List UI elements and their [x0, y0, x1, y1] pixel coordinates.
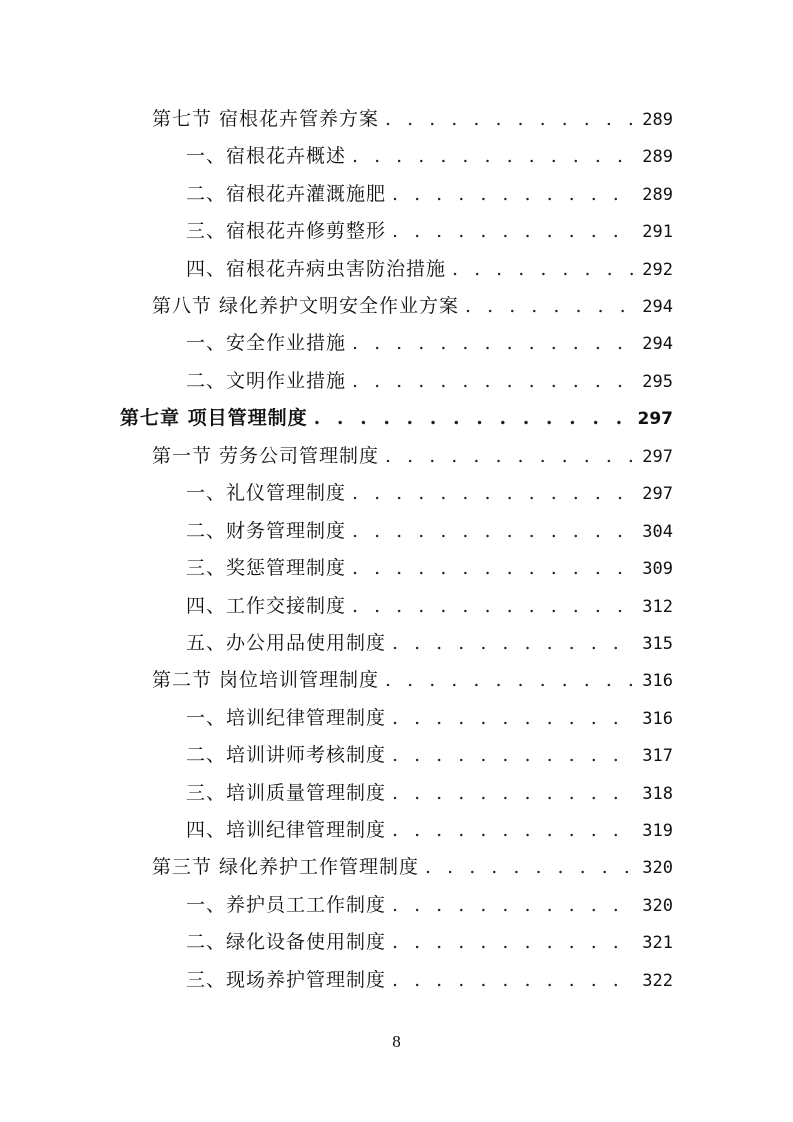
- toc-entry-title: 二、财务管理制度: [186, 520, 347, 542]
- toc-entry-page: 289: [642, 147, 673, 167]
- toc-entry[interactable]: [152, 665, 673, 695]
- toc-entry-title: 四、工作交接制度: [186, 595, 347, 617]
- toc-entry-page: 289: [642, 110, 673, 130]
- toc-entry-page: 289: [642, 185, 673, 205]
- toc-entry[interactable]: [186, 740, 673, 770]
- toc-entry[interactable]: [186, 516, 673, 546]
- dot-leader: [385, 104, 636, 134]
- toc-entry[interactable]: [152, 852, 673, 882]
- toc-entry-page: 317: [642, 746, 673, 766]
- dot-leader: [352, 478, 636, 508]
- toc-entry-page: 312: [642, 597, 673, 617]
- toc-entry[interactable]: [186, 815, 673, 845]
- toc-entry-title: 三、培训质量管理制度: [186, 782, 387, 804]
- toc-entry-title: 四、培训纪律管理制度: [186, 819, 387, 841]
- dot-leader: [385, 665, 636, 695]
- dot-leader: [392, 740, 636, 770]
- toc-entry-page: 291: [642, 222, 673, 242]
- toc-entry-page: 304: [642, 522, 673, 542]
- toc-entry[interactable]: [152, 104, 673, 134]
- toc-entry-title: 二、培训讲师考核制度: [186, 744, 387, 766]
- toc-entry-title: 三、奖惩管理制度: [186, 557, 347, 579]
- dot-leader: [352, 141, 636, 171]
- toc-entry-page: 292: [642, 260, 673, 280]
- toc-entry[interactable]: [186, 366, 673, 396]
- dot-leader: [385, 441, 636, 471]
- toc-entry-page: 297: [642, 484, 673, 504]
- toc-entry-title: 一、养护员工工作制度: [186, 894, 387, 916]
- toc-entry-page: 320: [642, 858, 673, 878]
- toc-entry-title: 五、办公用品使用制度: [186, 632, 387, 654]
- toc-entry[interactable]: [186, 628, 673, 658]
- toc-entry-title: 第七节 宿根花卉管养方案: [152, 108, 380, 130]
- toc-entry-title: 一、安全作业措施: [186, 332, 347, 354]
- toc-entry[interactable]: [152, 291, 673, 321]
- toc-entry-page: 318: [642, 784, 673, 804]
- toc-entry-title: 一、礼仪管理制度: [186, 482, 347, 504]
- toc-entry[interactable]: [186, 965, 673, 995]
- toc-entry-title: 四、宿根花卉病虫害防治措施: [186, 258, 447, 280]
- dot-leader: [392, 778, 636, 808]
- toc-entry[interactable]: [186, 591, 673, 621]
- toc-entry-title: 第二节 岗位培训管理制度: [152, 669, 380, 691]
- toc-entry-title: 第七章 项目管理制度: [120, 407, 308, 429]
- toc-chapter-entry[interactable]: [120, 403, 673, 433]
- toc-entry-page: 322: [642, 971, 673, 991]
- toc-entry-title: 一、宿根花卉概述: [186, 145, 347, 167]
- dot-leader: [352, 366, 636, 396]
- toc-entry[interactable]: [186, 216, 673, 246]
- toc-entry-page: 321: [642, 933, 673, 953]
- dot-leader: [465, 291, 636, 321]
- toc-entry-page: 315: [642, 634, 673, 654]
- toc-entry-page: 297: [642, 447, 673, 467]
- toc-entry-page: 309: [642, 559, 673, 579]
- dot-leader: [392, 216, 636, 246]
- toc-entry-page: 294: [642, 297, 673, 317]
- toc-entry-title: 第三节 绿化养护工作管理制度: [152, 856, 420, 878]
- toc-entry[interactable]: [186, 553, 673, 583]
- toc-entry[interactable]: [152, 441, 673, 471]
- toc-entry-page: 320: [642, 896, 673, 916]
- toc-entry[interactable]: [186, 703, 673, 733]
- toc-entry-title: 二、文明作业措施: [186, 370, 347, 392]
- dot-leader: [392, 628, 636, 658]
- page-number: 8: [392, 1032, 401, 1051]
- toc-entry-title: 二、宿根花卉灌溉施肥: [186, 183, 387, 205]
- dot-leader: [392, 927, 636, 957]
- toc-entry[interactable]: [186, 254, 673, 284]
- dot-leader: [452, 254, 636, 284]
- dot-leader: [314, 403, 632, 433]
- toc-entry-page: 295: [642, 372, 673, 392]
- toc-entry-title: 第八节 绿化养护文明安全作业方案: [152, 295, 460, 317]
- toc-entry[interactable]: [186, 328, 673, 358]
- toc-entry[interactable]: [186, 778, 673, 808]
- dot-leader: [392, 703, 636, 733]
- dot-leader: [352, 591, 636, 621]
- toc-entry[interactable]: [186, 927, 673, 957]
- dot-leader: [392, 815, 636, 845]
- dot-leader: [425, 852, 636, 882]
- toc-entry-title: 三、宿根花卉修剪整形: [186, 220, 387, 242]
- dot-leader: [352, 328, 636, 358]
- toc-entry-page: 294: [642, 334, 673, 354]
- toc-entry-title: 一、培训纪律管理制度: [186, 707, 387, 729]
- dot-leader: [392, 179, 636, 209]
- dot-leader: [352, 553, 636, 583]
- toc-entry-page: 316: [642, 709, 673, 729]
- toc-entry[interactable]: [186, 141, 673, 171]
- toc-entry[interactable]: [186, 478, 673, 508]
- toc-entry-title: 三、现场养护管理制度: [186, 969, 387, 991]
- toc-entry-title: 第一节 劳务公司管理制度: [152, 445, 380, 467]
- toc-entry-page: 319: [642, 821, 673, 841]
- toc-entry-title: 二、绿化设备使用制度: [186, 931, 387, 953]
- toc-entry[interactable]: [186, 890, 673, 920]
- toc-entry-page: 316: [642, 671, 673, 691]
- toc-entry[interactable]: [186, 179, 673, 209]
- toc-entry-page: 297: [637, 409, 673, 429]
- dot-leader: [352, 516, 636, 546]
- dot-leader: [392, 890, 636, 920]
- dot-leader: [392, 965, 636, 995]
